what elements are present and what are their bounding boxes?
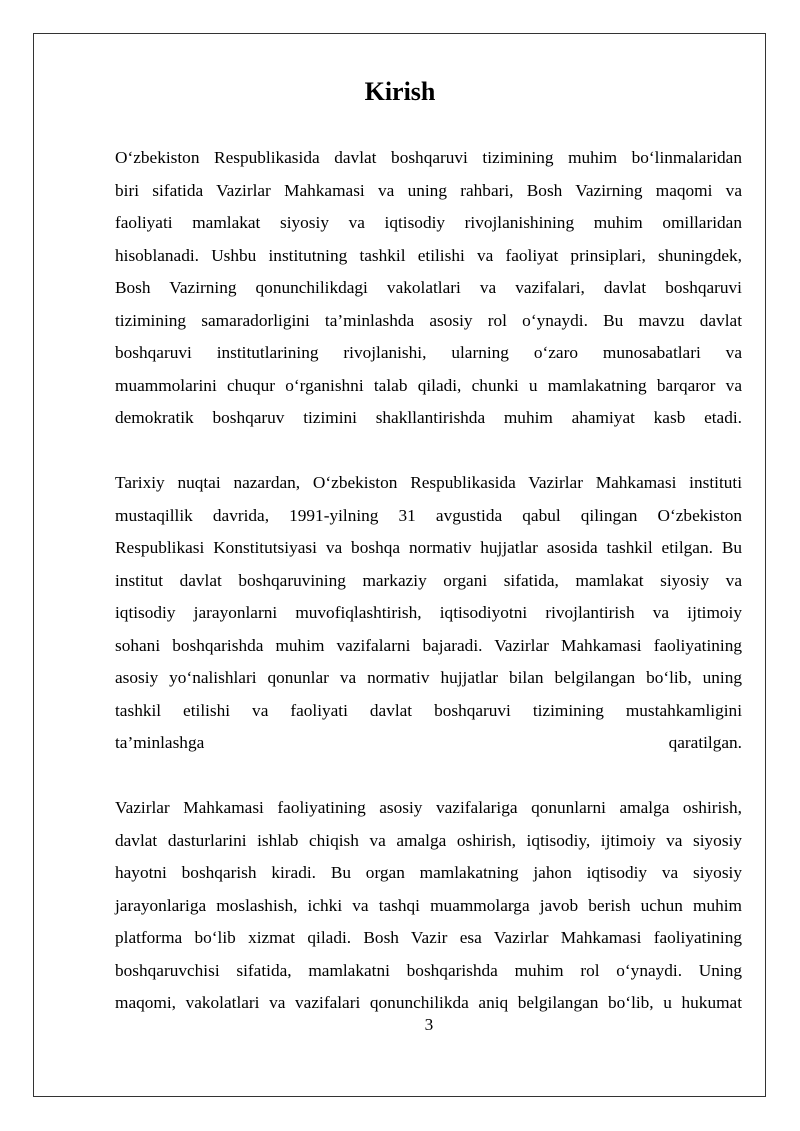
text-line: asosiy yo‘nalishlari qonunlar va normativ hujjatlar bilan belgilangan bo‘lib, uning	[115, 668, 742, 687]
text-line: demokratik boshqaruv tizimini shakllantirishda muhim ahamiyat kasb etadi.	[115, 408, 742, 427]
paragraph-2	[115, 467, 742, 760]
text-line: faoliyati mamlakat siyosiy va iqtisodiy rivojlanishining muhim omillaridan	[115, 213, 742, 232]
paragraph-1	[115, 142, 742, 435]
text-line: iqtisodiy jarayonlarni muvofiqlashtirish, iqtisodiyotni rivojlantirish va ijtimoiy	[115, 603, 742, 622]
text-line: Tarixiy nuqtai nazardan, O‘zbekiston Respublikasida Vazirlar Mahkamasi instituti	[115, 473, 742, 492]
text-line: institut davlat boshqaruvining markaziy organi sifatida, mamlakat siyosiy va	[115, 570, 742, 590]
text-line: tashkil etilishi va faoliyati davlat boshqaruvi tizimining mustahkamligini	[115, 700, 742, 720]
text-line: mustaqillik davrida, 1991-yilning 31 avgustida qabul qilingan O‘zbekiston	[115, 505, 742, 525]
text-line: boshqaruvchisi sifatida, mamlakatni boshqarishda muhim rol o‘ynaydi. Uning	[115, 960, 742, 980]
text-line: hayotni boshqarish kiradi. Bu organ mamlakatning jahon iqtisodiy va siyosiy	[115, 863, 742, 882]
text-line: ta’minlashga qaratilgan.	[115, 733, 742, 752]
text-line: muammolarini chuqur o‘rganishni talab qiladi, chunki u mamlakatning barqaror va	[115, 375, 742, 395]
text-line: hisoblanadi. Ushbu institutning tashkil etilishi va faoliyat prinsiplari, shuningdek,	[115, 245, 742, 265]
text-line: sohani boshqarishda muhim vazifalarni bajaradi. Vazirlar Mahkamasi faoliyatining	[115, 635, 742, 655]
paragraph-3	[115, 792, 742, 1020]
page-number: 3	[424, 1015, 434, 1034]
text-line: maqomi, vakolatlari va vazifalari qonunchilikda aniq belgilangan bo‘lib, u hukumat	[115, 993, 742, 1012]
text-line: tizimining samaradorligini ta’minlashda asosiy rol o‘ynaydi. Bu mavzu davlat	[115, 310, 742, 330]
text-line: davlat dasturlarini ishlab chiqish va amalga oshirish, iqtisodiy, ijtimoiy va siyosiy	[115, 830, 742, 850]
page-title: Kirish	[364, 77, 436, 106]
text-line: boshqaruvi institutlarining rivojlanishi, ularning o‘zaro munosabatlari va	[115, 343, 742, 362]
text-line: Respublikasi Konstitutsiyasi va boshqa normativ hujjatlar asosida tashkil etilgan. Bu	[115, 538, 742, 557]
text-line: O‘zbekiston Respublikasida davlat boshqaruvi tizimining muhim bo‘linmalaridan	[115, 148, 742, 167]
text-line: Bosh Vazirning qonunchilikdagi vakolatlari va vazifalari, davlat boshqaruvi	[115, 278, 742, 297]
text-line: Vazirlar Mahkamasi faoliyatining asosiy vazifalariga qonunlarni amalga oshirish,	[115, 798, 742, 817]
text-line: jarayonlariga moslashish, ichki va tashqi muammolarga javob berish uchun muhim	[115, 895, 742, 915]
text-line: platforma bo‘lib xizmat qiladi. Bosh Vazir esa Vazirlar Mahkamasi faoliyatining	[115, 928, 742, 947]
text-line: biri sifatida Vazirlar Mahkamasi va uning rahbari, Bosh Vazirning maqomi va	[115, 180, 742, 200]
